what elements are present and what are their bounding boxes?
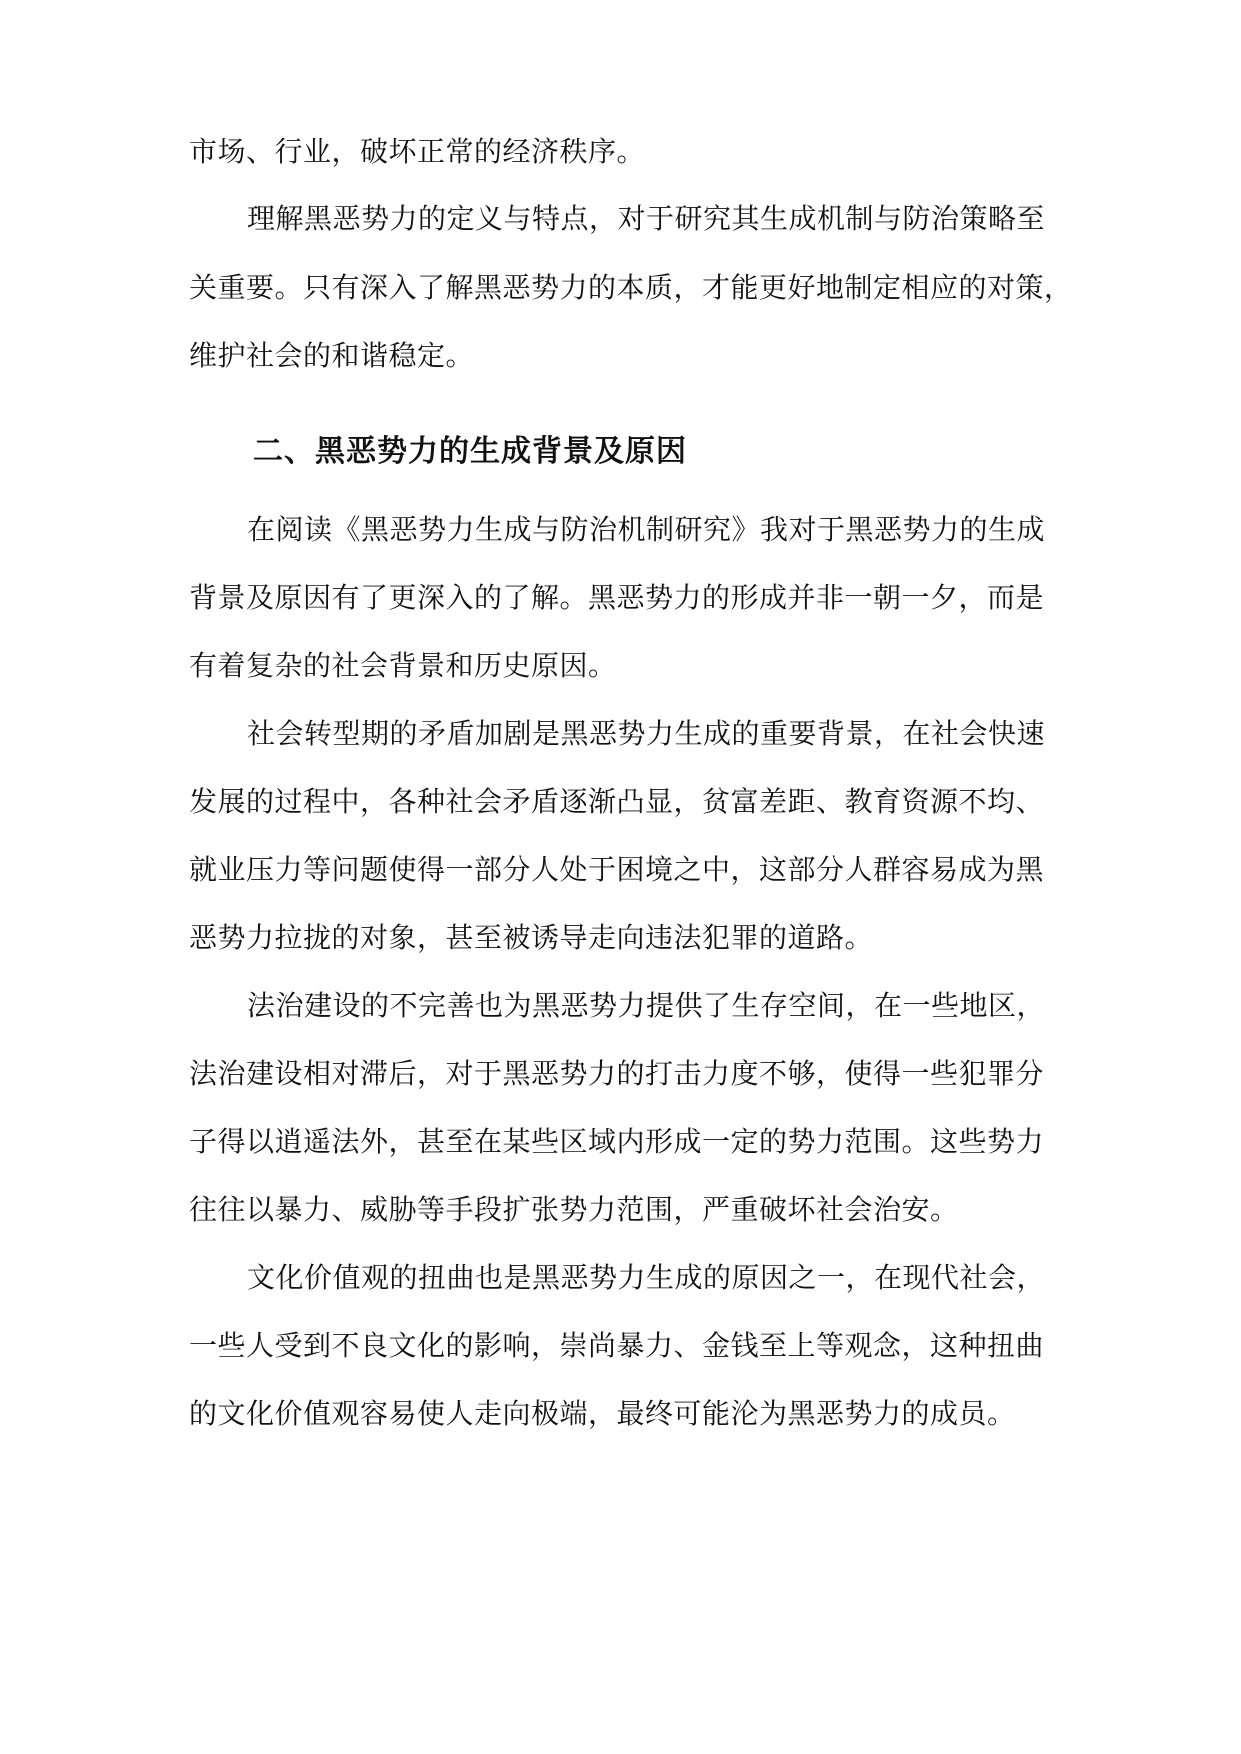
paragraph-line: 就业压力等问题使得一部分人处于困境之中，这部分人群容易成为黑 bbox=[189, 853, 1045, 886]
paragraph-line: 有着复杂的社会背景和历史原因。 bbox=[189, 649, 617, 682]
paragraph-line: 恶势力拉拢的对象，甚至被诱导走向违法犯罪的道路。 bbox=[189, 921, 874, 954]
section-heading: 二、黑恶势力的生成背景及原因 bbox=[253, 434, 687, 469]
paragraph-line: 文化价值观的扭曲也是黑恶势力生成的原因之一，在现代社会， bbox=[247, 1261, 1046, 1294]
paragraph-line: 理解黑恶势力的定义与特点，对于研究其生成机制与防治策略至 bbox=[247, 202, 1046, 235]
paragraph-line: 社会转型期的矛盾加剧是黑恶势力生成的重要背景，在社会快速 bbox=[247, 717, 1046, 750]
paragraph-line: 往往以暴力、威胁等手段扩张势力范围，严重破坏社会治安。 bbox=[189, 1193, 959, 1226]
paragraph-line: 背景及原因有了更深入的了解。黑恶势力的形成并非一朝一夕，而是 bbox=[189, 581, 1045, 614]
paragraph-line: 发展的过程中，各种社会矛盾逐渐凸显，贫富差距、教育资源不均、 bbox=[189, 785, 1045, 818]
paragraph-line: 子得以逍遥法外，甚至在某些区域内形成一定的势力范围。这些势力 bbox=[189, 1125, 1045, 1158]
paragraph-line: 法治建设相对滞后，对于黑恶势力的打击力度不够，使得一些犯罪分 bbox=[189, 1057, 1045, 1090]
paragraph-line: 维护社会的和谐稳定。 bbox=[189, 339, 475, 372]
paragraph-line: 关重要。只有深入了解黑恶势力的本质，才能更好地制定相应的对策， bbox=[189, 271, 1073, 304]
paragraph-line: 的文化价值观容易使人走向极端，最终可能沦为黑恶势力的成员。 bbox=[189, 1397, 1016, 1430]
paragraph-line: 在阅读《黑恶势力生成与防治机制研究》我对于黑恶势力的生成 bbox=[247, 513, 1046, 546]
paragraph-line: 一些人受到不良文化的影响，崇尚暴力、金钱至上等观念，这种扭曲 bbox=[189, 1329, 1045, 1362]
paragraph-line: 市场、行业，破坏正常的经济秩序。 bbox=[189, 135, 646, 168]
paragraph-line: 法治建设的不完善也为黑恶势力提供了生存空间，在一些地区， bbox=[247, 989, 1046, 1022]
